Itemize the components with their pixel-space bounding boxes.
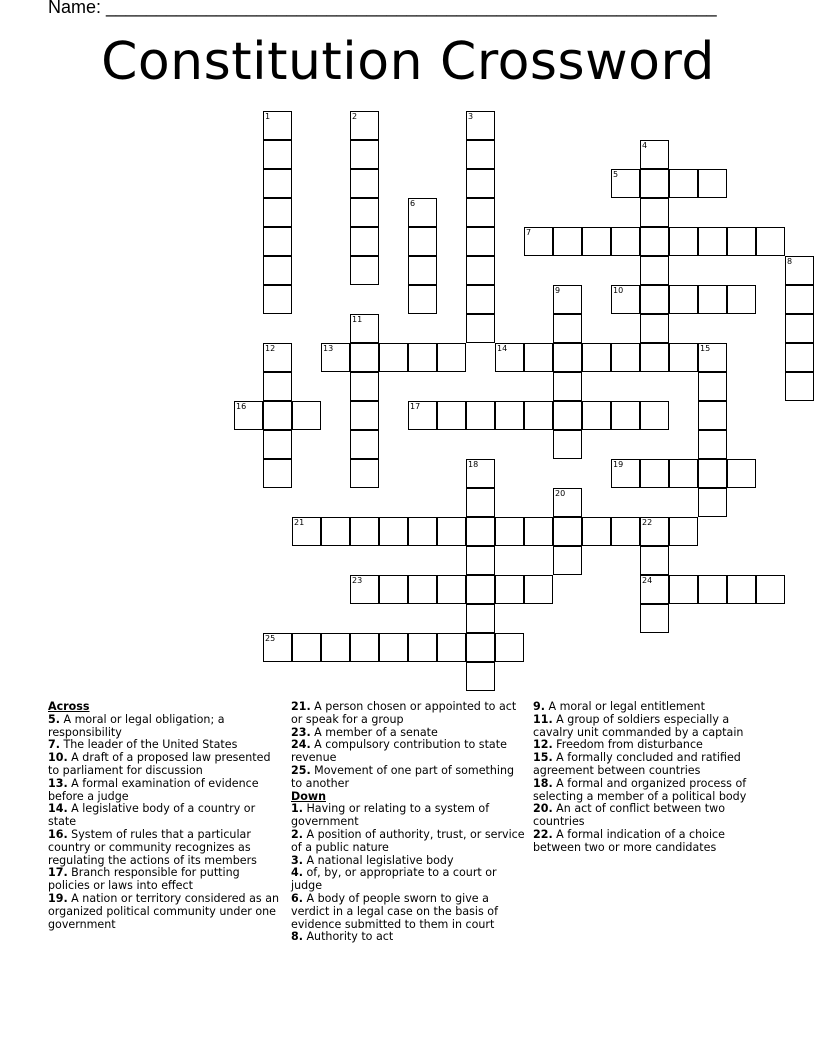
- grid-cell[interactable]: [263, 430, 292, 459]
- grid-cell[interactable]: [669, 169, 698, 198]
- grid-cell[interactable]: [466, 604, 495, 633]
- grid-cell[interactable]: [640, 604, 669, 633]
- clue-text: A moral or legal entitlement: [544, 700, 705, 713]
- grid-cell[interactable]: [408, 401, 437, 430]
- grid-cell[interactable]: [292, 517, 321, 546]
- grid-cell[interactable]: [350, 575, 379, 604]
- grid-cell[interactable]: [234, 401, 263, 430]
- grid-cell[interactable]: [466, 285, 495, 314]
- grid-cell[interactable]: [466, 227, 495, 256]
- grid-cell[interactable]: [553, 285, 582, 314]
- clue-text: A person chosen or appointed to act or speak for a group: [291, 700, 517, 726]
- grid-cell[interactable]: [350, 343, 379, 372]
- grid-cell[interactable]: [582, 343, 611, 372]
- grid-cell[interactable]: [263, 111, 292, 140]
- across-heading: Across: [48, 700, 90, 713]
- grid-cell[interactable]: [350, 401, 379, 430]
- grid-cell[interactable]: [640, 343, 669, 372]
- down-heading: Down: [291, 789, 326, 803]
- clue-number: 16.: [48, 827, 68, 841]
- grid-cell[interactable]: [350, 198, 379, 227]
- clue-text: A moral or legal obligation; a responsibility: [48, 712, 225, 739]
- clue-number: 4: [642, 141, 648, 150]
- grid-cell[interactable]: [408, 256, 437, 285]
- clue-number: 11: [352, 315, 363, 324]
- grid-cell[interactable]: [582, 401, 611, 430]
- clue-text: The leader of the United States: [59, 738, 238, 752]
- grid-cell[interactable]: [611, 227, 640, 256]
- grid-cell[interactable]: [263, 633, 292, 662]
- grid-cell[interactable]: [698, 488, 727, 517]
- grid-cell[interactable]: [350, 459, 379, 488]
- clue-number: 1.: [291, 802, 303, 816]
- clue-number: 17: [410, 402, 421, 411]
- grid-cell[interactable]: [495, 401, 524, 430]
- grid-cell[interactable]: [553, 372, 582, 401]
- clue-number: 3: [468, 112, 474, 121]
- grid-cell[interactable]: [263, 169, 292, 198]
- grid-cell[interactable]: [350, 256, 379, 285]
- clues-column-1: [48, 701, 280, 931]
- grid-cell[interactable]: [350, 372, 379, 401]
- grid-cell[interactable]: [785, 285, 814, 314]
- grid-cell[interactable]: [495, 633, 524, 662]
- grid-cell[interactable]: [263, 140, 292, 169]
- down-clue: [533, 829, 763, 855]
- down-clue: [291, 867, 525, 893]
- grid-cell[interactable]: [350, 140, 379, 169]
- grid-cell[interactable]: [640, 575, 669, 604]
- grid-cell[interactable]: [640, 314, 669, 343]
- grid-cell[interactable]: [611, 169, 640, 198]
- clues-column-2: [291, 701, 525, 944]
- grid-cell[interactable]: [350, 633, 379, 662]
- grid-cell[interactable]: [263, 227, 292, 256]
- across-clue: [48, 803, 280, 829]
- clue-text: A formal and organized process of selecting a member of a political body: [533, 776, 747, 803]
- grid-cell[interactable]: [495, 343, 524, 372]
- clue-text: Branch responsible for putting policies or laws into effect: [48, 866, 240, 893]
- grid-cell[interactable]: [408, 227, 437, 256]
- grid-cell[interactable]: [698, 459, 727, 488]
- grid-cell[interactable]: [669, 459, 698, 488]
- across-clue: [291, 701, 525, 727]
- grid-cell[interactable]: [727, 459, 756, 488]
- down-clue-list-continued: [533, 701, 763, 855]
- clue-text: A national legislative body: [302, 853, 454, 867]
- grid-cell[interactable]: [785, 314, 814, 343]
- grid-cell[interactable]: [263, 459, 292, 488]
- grid-cell[interactable]: [698, 372, 727, 401]
- clue-number: 18.: [533, 776, 553, 790]
- grid-cell[interactable]: [640, 198, 669, 227]
- grid-cell[interactable]: [466, 575, 495, 604]
- grid-cell[interactable]: [727, 227, 756, 256]
- grid-cell[interactable]: [582, 517, 611, 546]
- clue-number: 7.: [48, 738, 60, 752]
- clue-text: A legislative body of a country or state: [48, 802, 256, 829]
- grid-cell[interactable]: [669, 227, 698, 256]
- clue-number: 22: [642, 518, 653, 527]
- grid-cell[interactable]: [350, 314, 379, 343]
- down-clue: [291, 803, 525, 829]
- grid-cell[interactable]: [611, 285, 640, 314]
- grid-cell[interactable]: [524, 227, 553, 256]
- clue-text: An act of conflict between two countries: [533, 802, 725, 829]
- grid-cell[interactable]: [263, 285, 292, 314]
- grid-cell[interactable]: [437, 517, 466, 546]
- across-clue: [48, 752, 280, 778]
- grid-cell[interactable]: [350, 169, 379, 198]
- grid-cell[interactable]: [263, 256, 292, 285]
- grid-cell[interactable]: [669, 285, 698, 314]
- grid-cell[interactable]: [785, 343, 814, 372]
- clue-number: 25.: [291, 763, 311, 777]
- grid-cell[interactable]: [263, 343, 292, 372]
- clue-text: A group of soldiers especially a cavalry unit commanded by a captain: [533, 712, 744, 739]
- grid-cell[interactable]: [379, 633, 408, 662]
- clue-number: 14: [497, 344, 508, 353]
- grid-cell[interactable]: [466, 633, 495, 662]
- clue-text: Authority to act: [302, 930, 394, 944]
- grid-cell[interactable]: [263, 401, 292, 430]
- grid-cell[interactable]: [582, 227, 611, 256]
- grid-cell[interactable]: [466, 662, 495, 691]
- clue-number: 10.: [48, 751, 68, 765]
- clue-text: A formally concluded and ratified agreement between countries: [533, 751, 741, 777]
- grid-cell[interactable]: [437, 633, 466, 662]
- clue-number: 8: [787, 257, 793, 266]
- grid-cell[interactable]: [379, 575, 408, 604]
- clue-text: A body of people sworn to give a verdict in a legal case on the basis of evidence submitted to them in court: [291, 891, 498, 931]
- grid-cell[interactable]: [611, 343, 640, 372]
- grid-cell[interactable]: [698, 430, 727, 459]
- name-label: Name:: [48, 0, 107, 17]
- grid-cell[interactable]: [524, 517, 553, 546]
- grid-cell[interactable]: [350, 517, 379, 546]
- clue-number: 6: [410, 199, 416, 208]
- across-clue: [48, 893, 280, 931]
- name-field[interactable]: [48, 0, 717, 18]
- grid-cell[interactable]: [263, 198, 292, 227]
- grid-cell[interactable]: [466, 256, 495, 285]
- clue-number: 9: [555, 286, 561, 295]
- grid-cell[interactable]: [611, 401, 640, 430]
- grid-cell[interactable]: [466, 140, 495, 169]
- clue-number: 13.: [48, 776, 68, 790]
- clue-number: 9.: [533, 700, 545, 713]
- grid-cell[interactable]: [640, 227, 669, 256]
- clue-number: 19: [613, 460, 624, 469]
- clue-text: System of rules that a particular country or community recognizes as regulating the actions of its members: [48, 827, 257, 867]
- grid-cell[interactable]: [640, 517, 669, 546]
- grid-cell[interactable]: [466, 459, 495, 488]
- grid-cell[interactable]: [640, 140, 669, 169]
- grid-cell[interactable]: [466, 488, 495, 517]
- across-clue-list-continued: [291, 701, 525, 791]
- grid-cell[interactable]: [466, 314, 495, 343]
- grid-cell[interactable]: [466, 111, 495, 140]
- clue-number: 18: [468, 460, 479, 469]
- clue-text: Having or relating to a system of government: [291, 802, 490, 829]
- clue-number: 6.: [291, 891, 303, 905]
- clue-number: 13: [323, 344, 334, 353]
- grid-cell[interactable]: [640, 546, 669, 575]
- grid-cell[interactable]: [698, 227, 727, 256]
- grid-cell[interactable]: [698, 343, 727, 372]
- clue-text: Movement of one part of something to another: [291, 763, 515, 790]
- clue-number: 8.: [291, 930, 303, 944]
- grid-cell[interactable]: [350, 430, 379, 459]
- grid-cell[interactable]: [379, 343, 408, 372]
- clue-text: A member of a senate: [310, 725, 438, 739]
- clue-number: 2: [352, 112, 358, 121]
- grid-cell[interactable]: [698, 285, 727, 314]
- clue-number: 17.: [48, 866, 68, 880]
- across-clue: [48, 867, 280, 893]
- clue-text: A formal examination of evidence before a judge: [48, 776, 259, 803]
- clue-number: 20: [555, 489, 566, 498]
- grid-cell[interactable]: [785, 372, 814, 401]
- clue-number: 2.: [291, 827, 303, 841]
- clue-text: Freedom from disturbance: [552, 738, 703, 752]
- clue-text: A compulsory contribution to state revenue: [291, 738, 507, 765]
- grid-cell[interactable]: [553, 546, 582, 575]
- down-clue: [533, 752, 763, 778]
- grid-cell[interactable]: [495, 575, 524, 604]
- grid-cell[interactable]: [611, 459, 640, 488]
- grid-cell[interactable]: [756, 227, 785, 256]
- grid-cell[interactable]: [408, 285, 437, 314]
- grid-cell[interactable]: [553, 430, 582, 459]
- clue-number: 20.: [533, 802, 553, 816]
- grid-cell[interactable]: [698, 401, 727, 430]
- grid-cell[interactable]: [640, 169, 669, 198]
- grid-cell[interactable]: [727, 575, 756, 604]
- clue-number: 19.: [48, 891, 68, 905]
- grid-cell[interactable]: [669, 575, 698, 604]
- clue-number: 3.: [291, 853, 303, 867]
- clue-number: 11.: [533, 712, 553, 726]
- grid-cell[interactable]: [379, 517, 408, 546]
- grid-cell[interactable]: [727, 285, 756, 314]
- page-title: Constitution Crossword: [101, 32, 715, 92]
- clue-number: 5: [613, 170, 619, 179]
- grid-cell[interactable]: [669, 343, 698, 372]
- grid-cell[interactable]: [263, 372, 292, 401]
- clue-number: 12.: [533, 738, 553, 752]
- grid-cell[interactable]: [669, 517, 698, 546]
- across-clue: [48, 714, 280, 740]
- grid-cell[interactable]: [698, 169, 727, 198]
- grid-cell[interactable]: [640, 459, 669, 488]
- grid-cell[interactable]: [553, 401, 582, 430]
- grid-cell[interactable]: [640, 285, 669, 314]
- clue-text: A nation or territory considered as an organized political community under one government: [48, 891, 280, 931]
- down-clue: [291, 893, 525, 931]
- grid-cell[interactable]: [408, 633, 437, 662]
- across-clue: [291, 739, 525, 765]
- down-clue: [533, 803, 763, 829]
- down-clue: [291, 931, 525, 944]
- clue-number: 23.: [291, 725, 311, 739]
- grid-cell[interactable]: [553, 517, 582, 546]
- clue-number: 15: [700, 344, 711, 353]
- clue-number: 7: [526, 228, 532, 237]
- across-clue: [48, 829, 280, 867]
- clue-number: 25: [265, 634, 276, 643]
- clue-number: 14.: [48, 802, 68, 816]
- grid-cell[interactable]: [524, 343, 553, 372]
- down-clue: [533, 714, 763, 740]
- grid-cell[interactable]: [698, 575, 727, 604]
- clue-number: 12: [265, 344, 276, 353]
- grid-cell[interactable]: [524, 401, 553, 430]
- grid-cell[interactable]: [524, 575, 553, 604]
- grid-cell[interactable]: [437, 575, 466, 604]
- clues-column-3: [533, 701, 763, 855]
- grid-cell[interactable]: [408, 517, 437, 546]
- grid-cell[interactable]: [466, 401, 495, 430]
- name-blank[interactable]: _____________________________________________________________: [106, 0, 717, 17]
- grid-cell[interactable]: [292, 401, 321, 430]
- clue-number: 16: [236, 402, 247, 411]
- grid-cell[interactable]: [466, 198, 495, 227]
- grid-cell[interactable]: [321, 633, 350, 662]
- grid-cell[interactable]: [553, 488, 582, 517]
- grid-cell[interactable]: [553, 343, 582, 372]
- grid-cell[interactable]: [756, 575, 785, 604]
- grid-cell[interactable]: [611, 517, 640, 546]
- clue-number: 10: [613, 286, 624, 295]
- grid-cell[interactable]: [553, 314, 582, 343]
- down-clue: [291, 829, 525, 855]
- grid-cell[interactable]: [466, 546, 495, 575]
- grid-cell[interactable]: [495, 517, 524, 546]
- clue-number: 1: [265, 112, 271, 121]
- grid-cell[interactable]: [466, 169, 495, 198]
- clue-number: 4.: [291, 866, 303, 880]
- grid-cell[interactable]: [640, 401, 669, 430]
- down-clue: [533, 778, 763, 804]
- grid-cell[interactable]: [350, 227, 379, 256]
- clue-number: 15.: [533, 751, 553, 765]
- clue-number: 5.: [48, 712, 60, 726]
- clue-number: 24.: [291, 738, 311, 752]
- grid-cell[interactable]: [408, 343, 437, 372]
- grid-cell[interactable]: [466, 517, 495, 546]
- clue-number: 22.: [533, 827, 553, 841]
- grid-cell[interactable]: [321, 343, 350, 372]
- across-clue: [291, 765, 525, 791]
- grid-cell[interactable]: [321, 517, 350, 546]
- clue-text: A formal indication of a choice between two or more candidates: [533, 827, 725, 854]
- grid-cell[interactable]: [785, 256, 814, 285]
- clue-text: A position of authority, trust, or service of a public nature: [291, 827, 525, 854]
- clue-number: 23: [352, 576, 363, 585]
- grid-cell[interactable]: [292, 633, 321, 662]
- grid-cell[interactable]: [640, 256, 669, 285]
- down-clue-list: [291, 803, 525, 944]
- clue-number: 21.: [291, 700, 311, 713]
- grid-cell[interactable]: [408, 198, 437, 227]
- across-clue-list: [48, 714, 280, 932]
- clue-number: 24: [642, 576, 653, 585]
- grid-cell[interactable]: [553, 227, 582, 256]
- grid-cell[interactable]: [350, 111, 379, 140]
- clue-number: 21: [294, 518, 305, 527]
- clue-text: of, by, or appropriate to a court or judge: [291, 866, 497, 893]
- grid-cell[interactable]: [437, 401, 466, 430]
- grid-cell[interactable]: [437, 343, 466, 372]
- clue-text: A draft of a proposed law presented to parliament for discussion: [48, 751, 271, 777]
- across-clue: [48, 778, 280, 804]
- grid-cell[interactable]: [408, 575, 437, 604]
